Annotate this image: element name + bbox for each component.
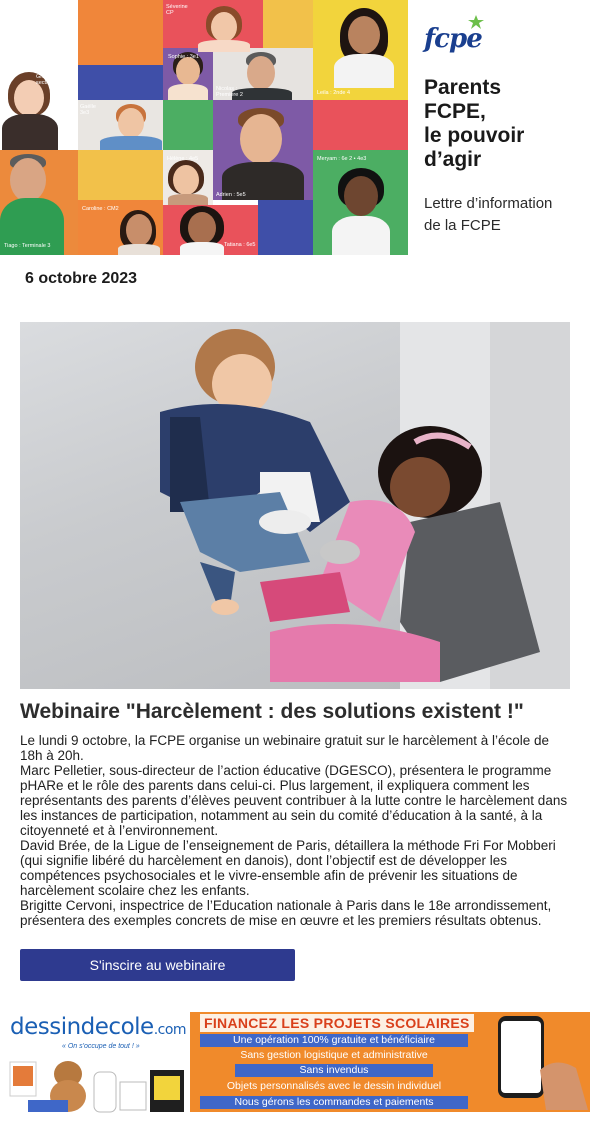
article-paragraph: Marc Pelletier, sous-directeur de l’action éducative (DGESCO), présentera le programme pHARe et le rôle des parents dans celui-ci. Plus largement, il expliquera comment les représentants des parents d’élèves peuvent contribuer à la lutte contre le harcèlement dans les instances de participation, notamment au sein du comité d’éducation à la santé, à la citoyenneté et à l’environnement. xyxy=(20,763,568,838)
person-name-tag: Sophie : 3e1 xyxy=(168,54,199,60)
tagline-line: FCPE, xyxy=(424,100,486,123)
brand-panel xyxy=(408,0,594,255)
header-tagline xyxy=(424,76,524,172)
mosaic-tile xyxy=(258,200,313,255)
ad-slogan: « On s'occupe de tout ! » xyxy=(62,1043,140,1050)
tagline-line: le pouvoir xyxy=(424,124,525,147)
person-name-tag: Adrien : 5e5 xyxy=(216,192,246,198)
newsletter-date: 6 octobre 2023 xyxy=(25,270,138,287)
ad-logo-domain: .com xyxy=(153,1022,187,1038)
person-name-tag: Caroline : CM2 xyxy=(82,206,119,212)
person-name-tag: Hélène : 4e5 xyxy=(167,156,199,162)
mosaic-tile xyxy=(263,0,313,48)
article-paragraph: Le lundi 9 octobre, la FCPE organise un webinaire gratuit sur le harcèlement à l’école de 18h à 20h. xyxy=(20,733,550,763)
ad-bullet: Nous gérons les commandes et paiements xyxy=(200,1096,468,1109)
subline-line: de la FCPE xyxy=(424,217,501,234)
article-paragraph: Brigitte Cervoni, inspectrice de l’Education nationale à Paris dans le 18e arrondissement, présentera des exemples concrets de mise en œuvre et les premiers résultats obtenus. xyxy=(20,898,552,928)
tagline-line: Parents xyxy=(424,76,502,99)
person-name-tag: Meryam : 6e 2 • 4e3 xyxy=(317,156,367,162)
mosaic-tile xyxy=(313,100,408,150)
person-name-tag: Séverine CP xyxy=(166,4,188,16)
mosaic-tile xyxy=(78,150,163,200)
fcpe-logo: fcpe xyxy=(424,24,482,54)
ad-headline: FINANCEZ LES PROJETS SCOLAIRES xyxy=(200,1014,474,1032)
tagline-line: d’agir xyxy=(424,148,482,171)
mosaic-tile xyxy=(78,65,163,100)
article-paragraph: David Brée, de la Ligue de l’enseignement de Paris, détaillera la méthode Fri For Mobberi (qui signifie libéré du harcèlement en danois), dont l’objectif est de développer les compétences psychosociales et le vivre-ensemble afin de prévenir les situations de harcèlement scolaire chez les enfants. xyxy=(20,838,556,898)
header-subline xyxy=(424,193,552,237)
dessindecole-ad-banner[interactable] xyxy=(0,1010,594,1114)
person-name-tag: Céline : Grande section xyxy=(36,68,55,86)
subline-line: Lettre d’information xyxy=(424,195,553,212)
newsletter-header xyxy=(0,0,594,255)
hero-photo-bullying xyxy=(20,322,570,689)
person-name-tag: Gaëlle 3e3 xyxy=(80,104,96,116)
article-title: Webinaire "Harcèlement : des solutions existent !" xyxy=(20,700,524,723)
person-name-tag: Leila : 2nde 4 xyxy=(317,90,351,96)
article-body xyxy=(20,733,568,928)
ad-logo-main: dessindecole xyxy=(10,1014,154,1040)
mosaic-tile xyxy=(0,0,78,65)
parents-photo-mosaic xyxy=(0,0,408,255)
register-webinar-button[interactable]: S'inscire au webinaire xyxy=(20,949,295,981)
mosaic-tile xyxy=(78,0,163,65)
ad-bullet: Sans gestion logistique et administrative xyxy=(215,1049,453,1062)
mosaic-tile xyxy=(163,100,213,150)
ad-bullet: Sans invendus xyxy=(235,1064,433,1077)
hand-icon xyxy=(536,1050,590,1110)
person-name-tag: Tiago : Terminale 3 xyxy=(4,243,51,249)
ad-bullet: Une opération 100% gratuite et bénéficiaire xyxy=(200,1034,468,1047)
ad-brand-logo xyxy=(10,1014,186,1040)
ad-products-illustration-icon xyxy=(8,1052,188,1114)
person-name-tag: Tatiana : 6e5 xyxy=(224,242,256,248)
ad-bullet: Objets personnalisés avec le dessin individuel xyxy=(200,1080,468,1093)
person-name-tag: Nicolas : Première 2 xyxy=(216,86,243,98)
